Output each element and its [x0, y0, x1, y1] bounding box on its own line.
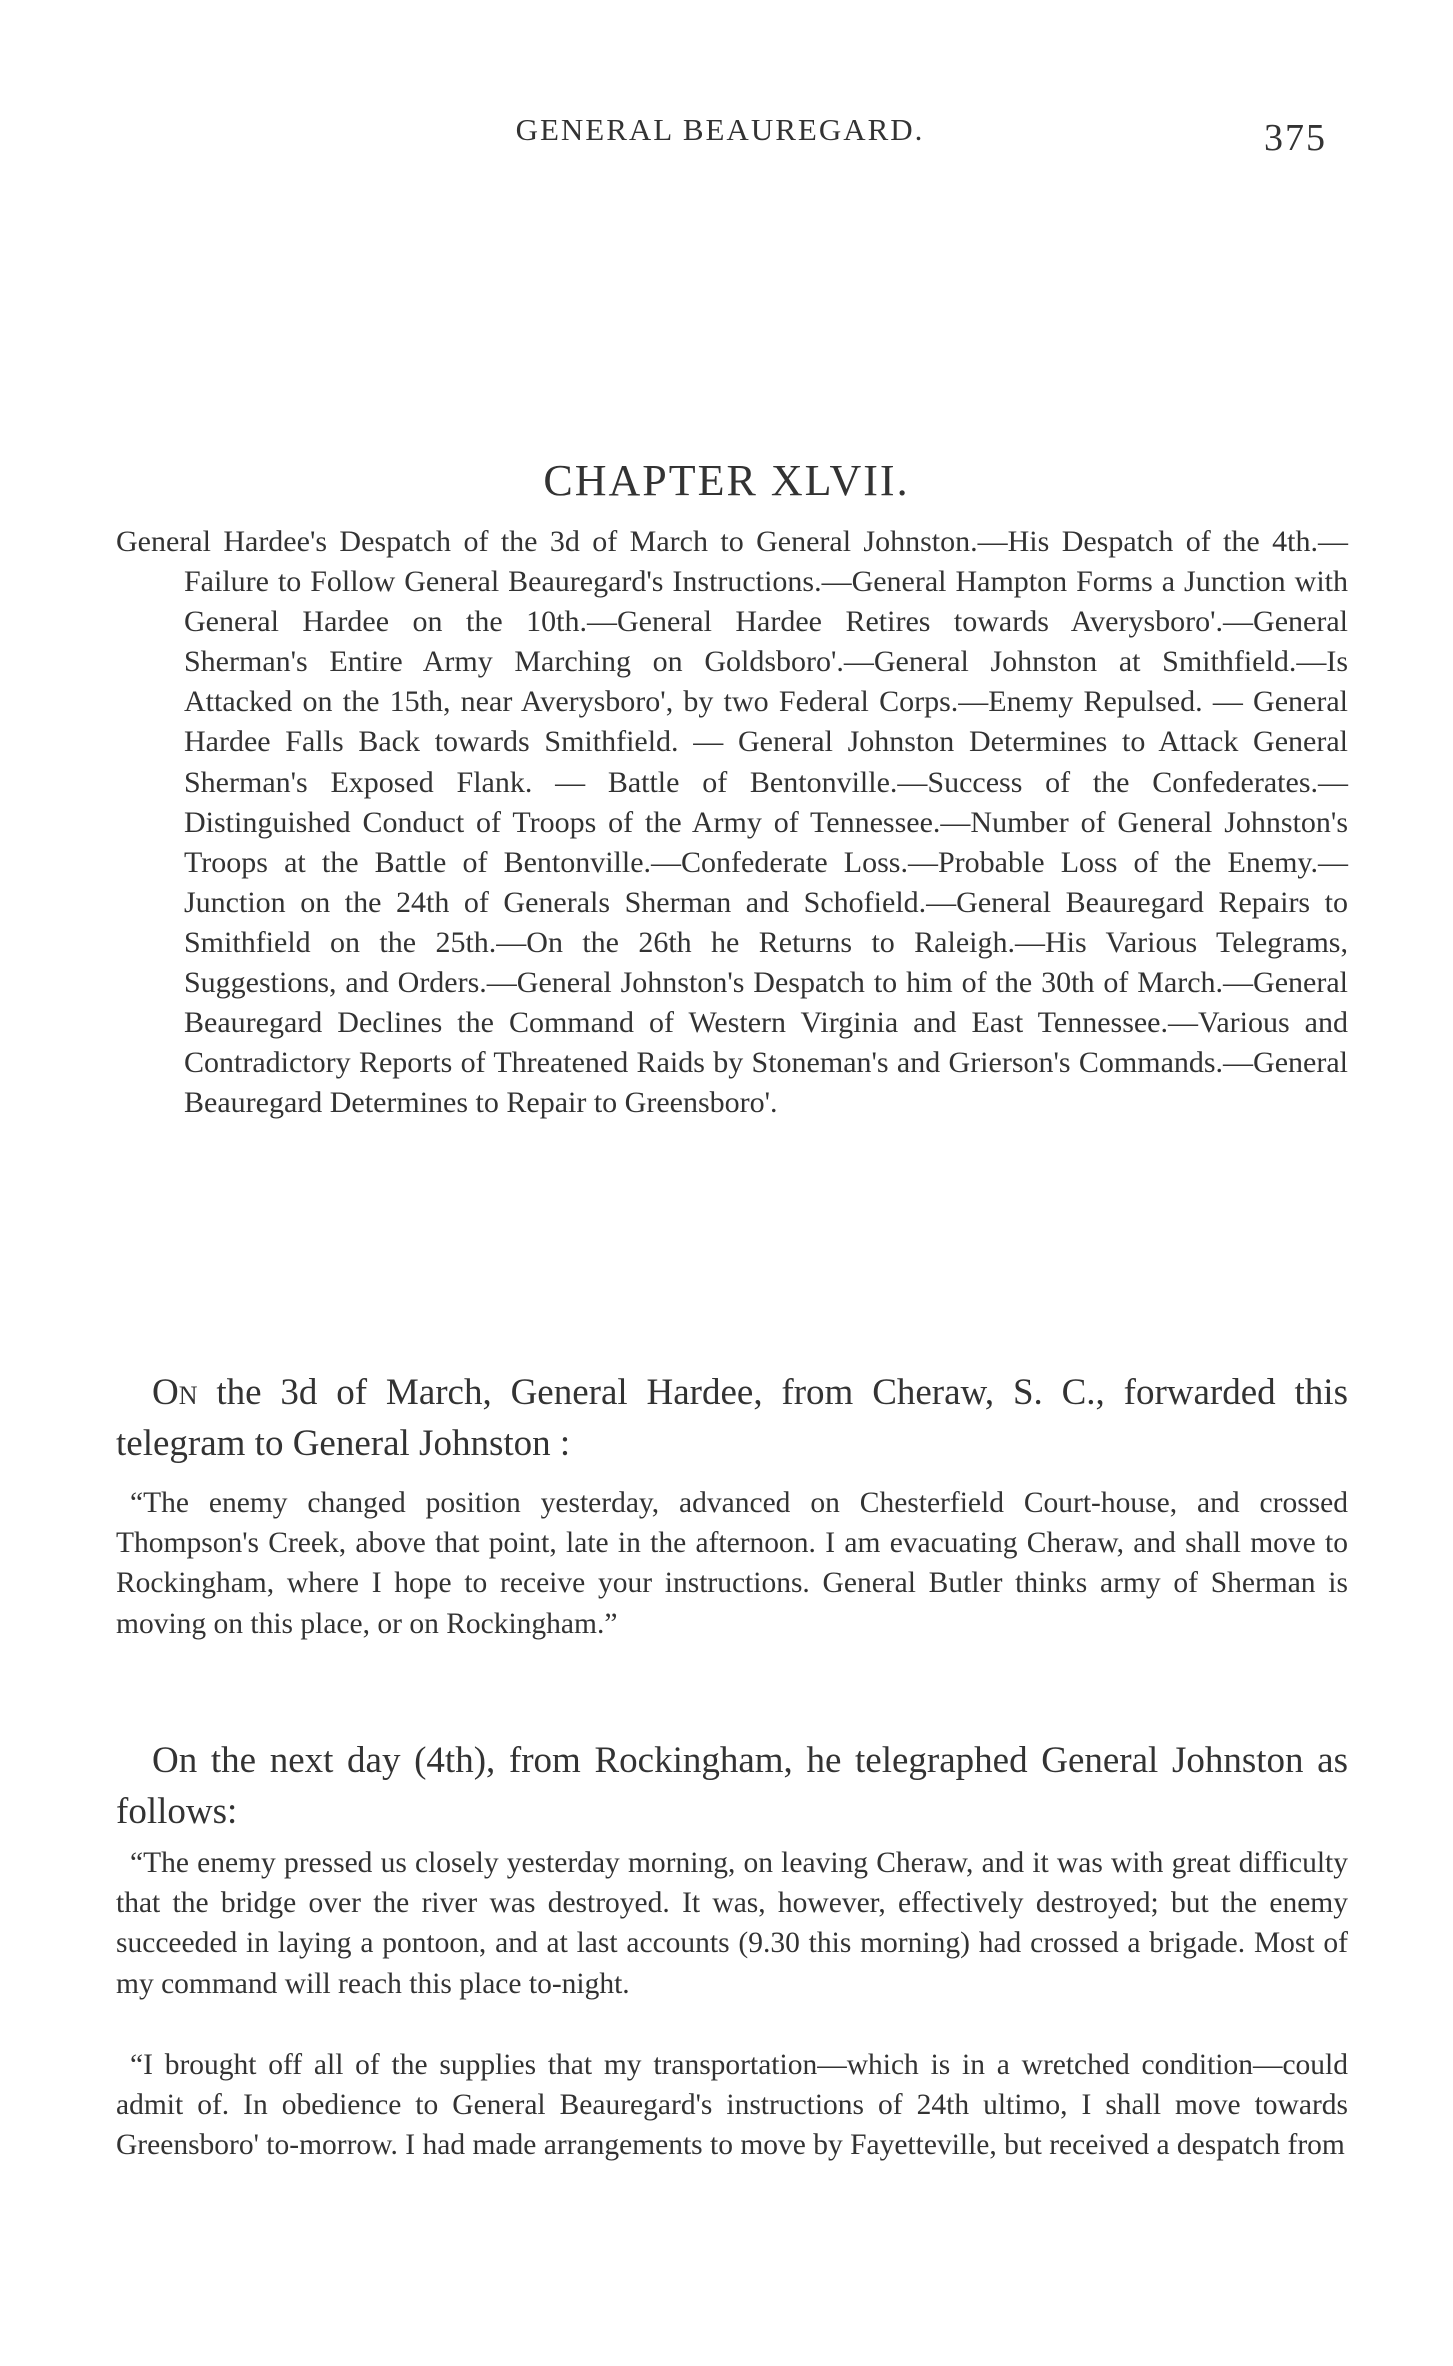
running-title: GENERAL BEAUREGARD.	[515, 112, 925, 147]
telegram-quote: “I brought off all of the supplies that my transportation—which is in a wretched condition—could admit of. In obedience to General Beauregard's instructions of 24th ultimo, I shall move towards Greensboro' to-morrow. I had made arrangements to move by Fayetteville, but received a despatch from	[116, 2049, 1348, 2162]
body-paragraph: On the next day (4th), from Rockingham, he telegraphed General Johnston as follows:	[116, 1740, 1348, 1832]
telegram-quote: “The enemy changed position yesterday, advanced on Chesterfield Court-house, and crossed Thompson's Creek, above that point, late in the afternoon. I am evacuating Cheraw, and shall move to Rockingham, where I hope to receive your instructions. General Butler thinks army of Sherman is moving on this place, or on Rockingham.”	[116, 1487, 1348, 1640]
body-paragraph	[116, 1367, 1348, 1469]
chapter-synopsis: General Hardee's Despatch of the 3d of March to General Johnston.—His Despatch of the 4th.—Failure to Follow General Beauregard's Instructions.—General Hampton Forms a Junction with General Hardee on the 10th.—General Hardee Retires towards Averysboro'.—General Sherman's Entire Army Marching on Goldsboro'.—General Johnston at Smithfield.—Is Attacked on the 15th, near Averysboro', by two Federal Corps.—Enemy Repulsed. — General Hardee Falls Back towards Smithfield. — General Johnston Determines to Attack General Sherman's Exposed Flank. — Battle of Bentonville.—Success of the Confederates.—Distinguished Conduct of Troops of the Army of Tennessee.—Number of General Johnston's Troops at the Battle of Bentonville.—Confederate Loss.—Probable Loss of the Enemy.—Junction on the 24th of Generals Sherman and Schofield.—General Beauregard Repairs to Smithfield on the 25th.—On the 26th he Returns to Raleigh.—His Various Telegrams, Suggestions, and Orders.—General Johnston's Despatch to him of the 30th of March.—General Beauregard Declines the Command of Western Virginia and East Tennessee.—Various and Contradictory Reports of Threatened Raids by Stoneman's and Grierson's Commands.—General Beauregard Determines to Repair to Greensboro'.	[116, 525, 1348, 1120]
running-head	[0, 112, 1453, 162]
chapter-title: CHAPTER XLVII.	[543, 456, 910, 505]
paragraph-text: the 3d of March, General Hardee, from Cheraw, S. C., forwarded this telegram to General Johnston :	[116, 1372, 1348, 1464]
page-number: 375	[1264, 117, 1327, 159]
opening-word: On	[152, 1372, 198, 1413]
telegram-quote: “The enemy pressed us closely yesterday morning, on leaving Cheraw, and it was with great difficulty that the bridge over the river was destroyed. It was, however, effectively destroyed; but the enemy succeeded in laying a pontoon, and at last accounts (9.30 this morning) had crossed a brigade. Most of my command will reach this place to-night.	[116, 1847, 1348, 2000]
